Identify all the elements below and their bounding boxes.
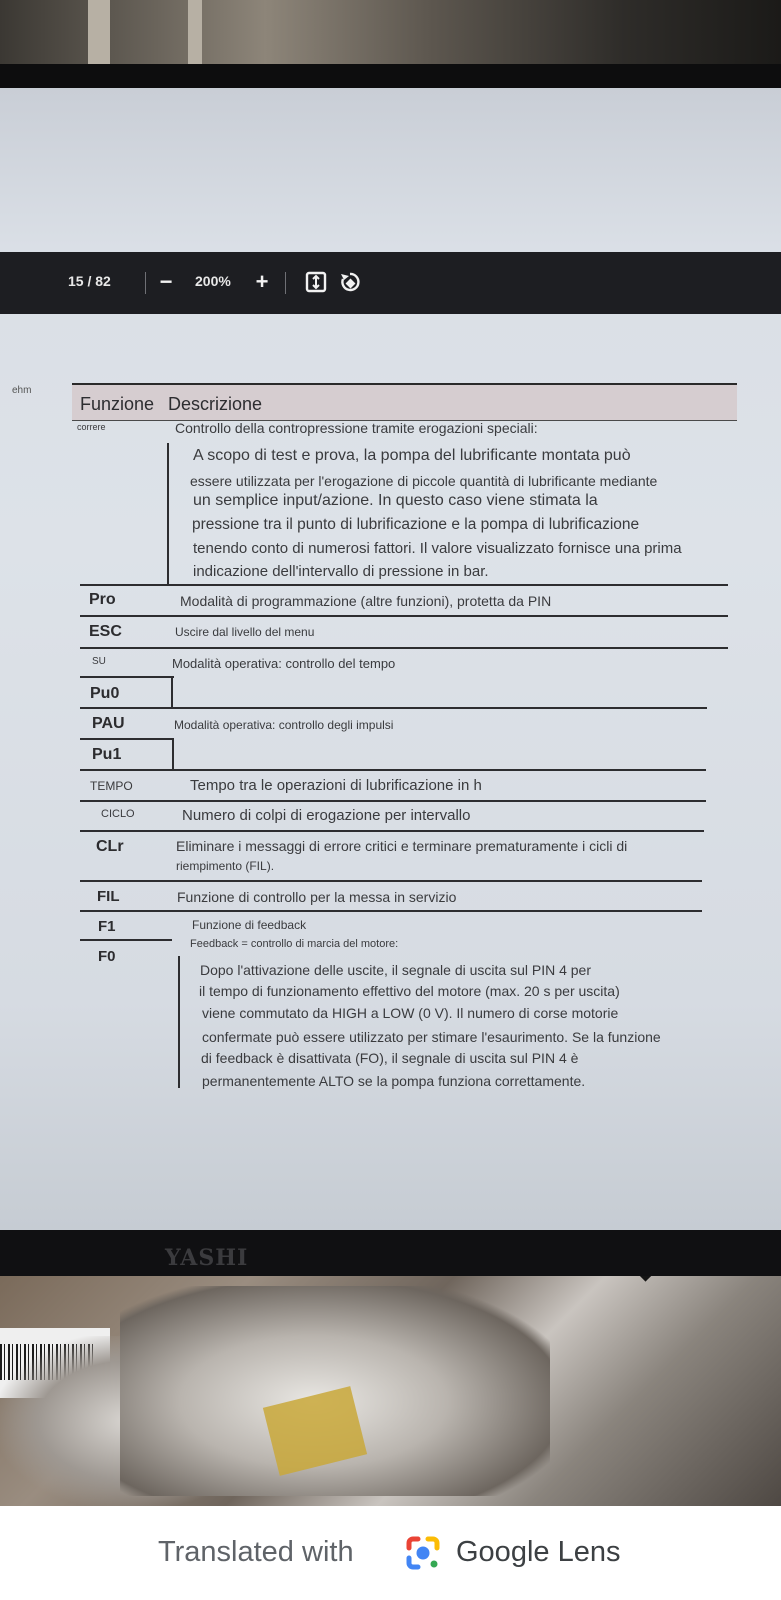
table-vrule [167, 443, 169, 585]
table-row-desc-cont: riempimento (FIL). [176, 859, 275, 873]
table-row-desc: Funzione di feedback [192, 918, 307, 932]
paragraph-line: Dopo l'attivazione delle uscite, il segnale di uscita sul PIN 4 per [200, 962, 591, 978]
pdf-viewer-toolbar [0, 252, 781, 314]
table-row-desc: Eliminare i messaggi di errore critici e terminare prematuramente i cicli di [176, 838, 628, 854]
paragraph-line: A scopo di test e prova, la pompa del lubrificante montata può [193, 447, 631, 464]
table-divider [80, 647, 728, 649]
table-row-code: TEMPO [90, 779, 133, 793]
table-row-desc: Tempo tra le operazioni di lubrificazione in h [190, 777, 482, 794]
header-function: Funzione [80, 394, 155, 414]
monitor-bezel-bottom [0, 1230, 781, 1276]
photo-post [188, 0, 202, 64]
paragraph-line: permanentemente ALTO se la pompa funziona correttamente. [202, 1073, 586, 1089]
translation-footer [0, 1506, 781, 1600]
table-row-desc: Modalità operativa: controllo del tempo [172, 656, 396, 671]
paragraph-line: tenendo conto di numerosi fattori. Il valore visualizzato fornisce una prima [193, 540, 682, 557]
table-divider [80, 939, 172, 941]
table-row-code: CLr [96, 838, 124, 855]
table-row-code: Pu1 [92, 746, 122, 763]
zoom-level[interactable]: 200% [195, 273, 231, 289]
table-divider [80, 615, 728, 617]
table-row-code: ESC [89, 623, 122, 640]
table-row-desc: Modalità di programmazione (altre funzioni), protetta da PIN [180, 593, 552, 609]
paragraph-line: essere utilizzata per l'erogazione di piccole quantità di lubrificante mediante [190, 473, 658, 489]
table-row-code: F0 [98, 948, 116, 965]
table-row-code: PAU [92, 715, 125, 732]
fit-page-icon [305, 271, 327, 293]
table-divider [80, 910, 702, 912]
table-row-code: FIL [97, 888, 120, 905]
photo-background-top [0, 0, 781, 64]
table-row-code: CICLO [101, 808, 135, 820]
table-divider [80, 676, 174, 678]
monitor-brand-logo: YASHI [165, 1245, 249, 1271]
table-vrule [171, 676, 173, 707]
toolbar-divider [285, 272, 286, 294]
table-row-code: Pro [89, 591, 116, 608]
table-divider [80, 830, 704, 832]
google-lens-brand: Google Lens [456, 1536, 621, 1568]
table-divider [80, 769, 706, 771]
table-header [72, 383, 737, 421]
table-divider [80, 738, 174, 740]
rotate-icon [339, 271, 361, 293]
table-row-code: SU [92, 656, 106, 667]
photo-post [88, 0, 110, 64]
table-row-code: correre [77, 422, 106, 432]
table-vrule [172, 738, 174, 769]
zoom-out-button[interactable]: − [159, 269, 173, 294]
table-row-desc: Funzione di controllo per la messa in servizio [177, 889, 457, 905]
table-row-code: F1 [98, 918, 116, 935]
table-vrule [178, 956, 180, 1088]
paragraph-line: confermate può essere utilizzato per stimare l'esaurimento. Se la funzione [202, 1029, 661, 1045]
translated-with-label: Translated with [158, 1536, 354, 1568]
paragraph-line: un semplice input/azione. In questo caso viene stimata la [193, 492, 598, 509]
black-cable [600, 1276, 781, 1506]
zoom-in-button[interactable]: + [255, 269, 269, 294]
paragraph-line: indicazione dell'intervallo di pressione in bar. [193, 563, 489, 580]
toolbar-divider [145, 272, 146, 294]
fit-page-button[interactable] [302, 268, 330, 296]
paragraph-line: pressione tra il punto di lubrificazione e la pompa di lubrificazione [192, 516, 640, 533]
margin-note: ehm [12, 385, 32, 396]
google-lens-icon [403, 1533, 443, 1573]
table-divider [80, 800, 706, 802]
table-row-desc: Feedback = controllo di marcia del motore: [190, 938, 399, 950]
paragraph-line: viene commutato da HIGH a LOW (0 V). Il numero di corse motorie [202, 1005, 619, 1021]
table-divider [80, 584, 728, 586]
paragraph-line: di feedback è disattivata (FO), il segnale di uscita sul PIN 4 è [201, 1050, 579, 1066]
table-row-code: Pu0 [90, 685, 120, 702]
desk-photo [0, 1276, 781, 1506]
table-divider [80, 880, 702, 882]
table-row-desc: Uscire dal livello del menu [175, 625, 315, 639]
header-description: Descrizione [168, 394, 263, 414]
monitor-bezel-top [0, 64, 781, 88]
table-divider [80, 707, 707, 709]
paragraph-line: il tempo di funzionamento effettivo del motore (max. 20 s per uscita) [199, 983, 620, 999]
table-row-desc: Modalità operativa: controllo degli impulsi [174, 718, 394, 732]
table-row-desc: Controllo della contropressione tramite erogazioni speciali: [175, 420, 538, 436]
table-row-desc: Numero di colpi di erogazione per intervallo [182, 807, 471, 824]
rotate-button[interactable] [336, 268, 364, 296]
page-indicator[interactable]: 15 / 82 [68, 273, 111, 289]
